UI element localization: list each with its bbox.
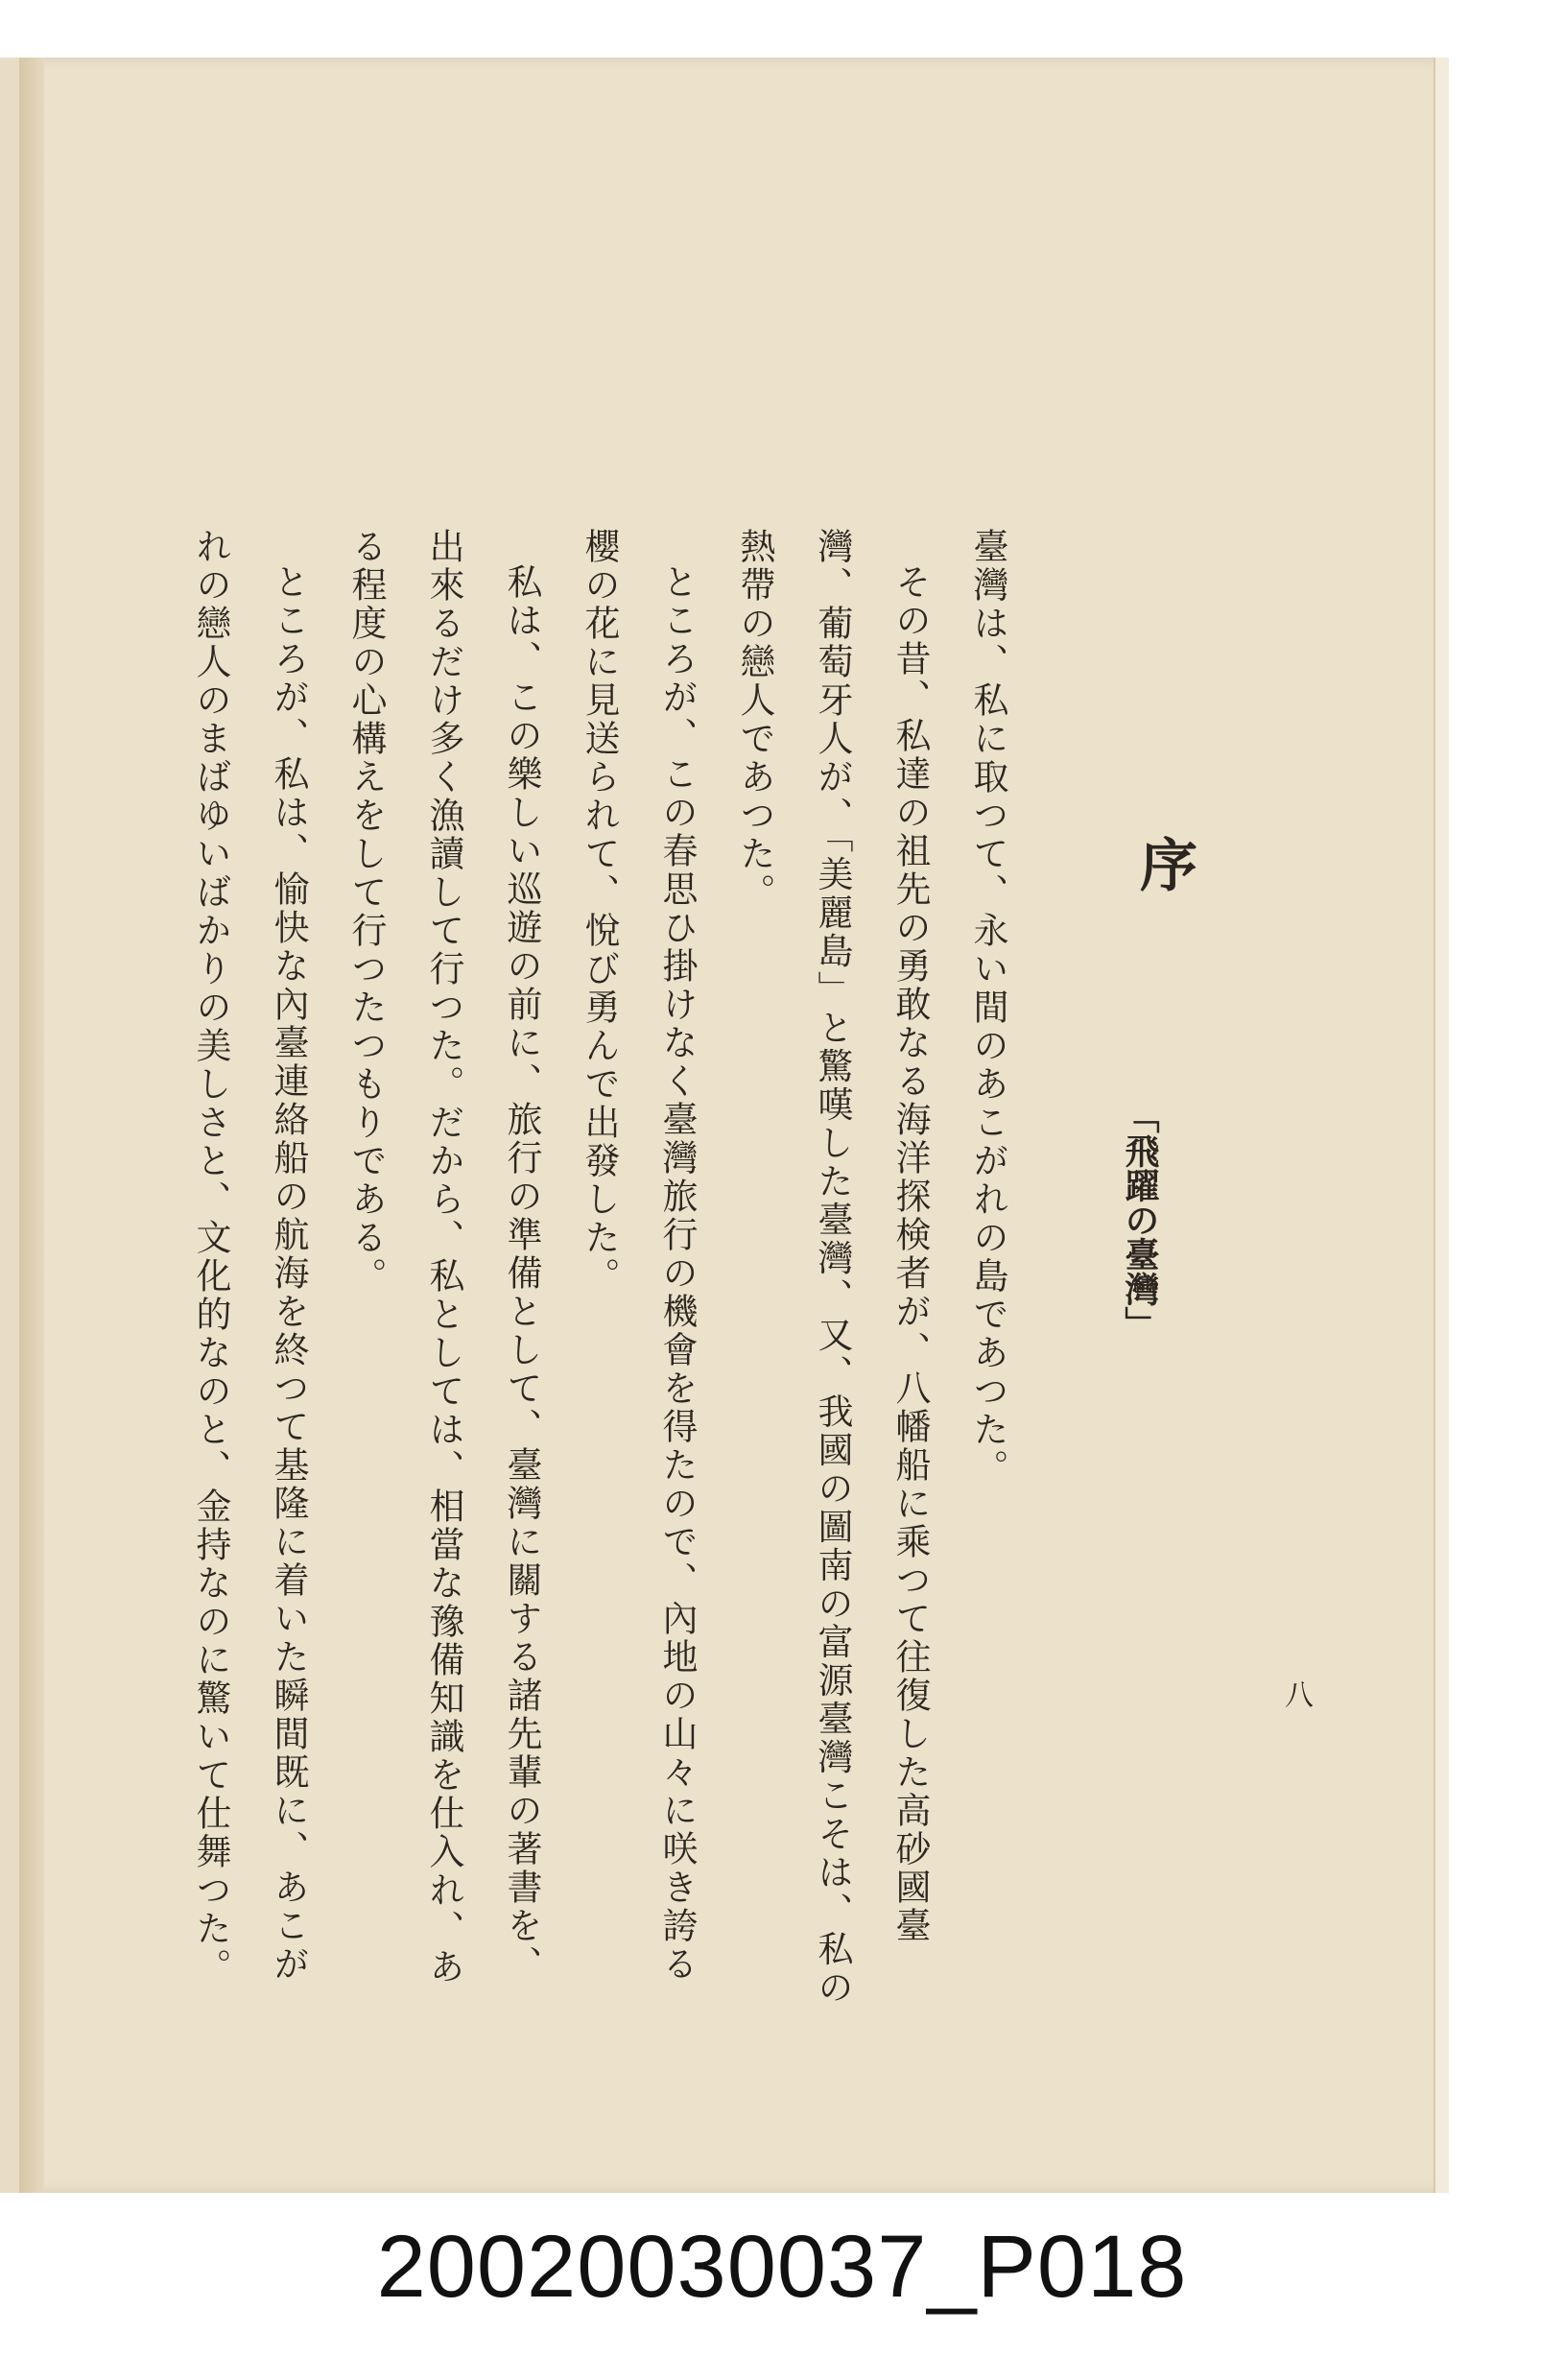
page-number: 八 [1279, 1679, 1313, 1708]
paragraph: ところが、私は、愉快な內臺連絡船の航海を終つて基隆に着いた瞬間既に、あこがれの戀人のまばゆいばかりの美しさと、文化的なのと、金持なのに驚いて仕舞つた。 [190, 528, 309, 1987]
book-page [19, 58, 1449, 2193]
body-text [190, 528, 1027, 2015]
page-subtitle: 「飛躍の臺灣」 [1120, 1099, 1160, 1341]
paragraph: 臺灣は、私に取つて、永い間のあこがれの島であつた。 [967, 528, 1008, 1488]
page-edge [1434, 58, 1449, 2193]
page-spine [19, 58, 44, 2193]
paragraph: 私は、この樂しい巡遊の前に、旅行の準備として、臺灣に關する諸先輩の著書を、出來るだけ多く漁讀して行つた。だから、私としては、相當な豫備知識を仕入れ、ある程度の心構えをして行つたつもりである。 [345, 528, 542, 1987]
paragraph: ところが、この春思ひ掛けなく臺灣旅行の機會を得たので、內地の山々に咲き誇る櫻の花に見送られて、悅び勇んで出發した。 [579, 528, 698, 1984]
catalog-id: 20020030037_P018 [376, 2218, 1188, 2316]
page-title: 序 [1130, 835, 1197, 892]
paragraph: その昔、私達の祖先の勇敢なる海洋探検者が、八幡船に乘つて往復した高砂國臺灣、葡萄牙人が、「美麗島」と驚嘆した臺灣、又、我國の圖南の富源臺灣こそは、私の熱帶の戀人であつた。 [734, 528, 931, 2008]
page-scan [0, 58, 1449, 2193]
